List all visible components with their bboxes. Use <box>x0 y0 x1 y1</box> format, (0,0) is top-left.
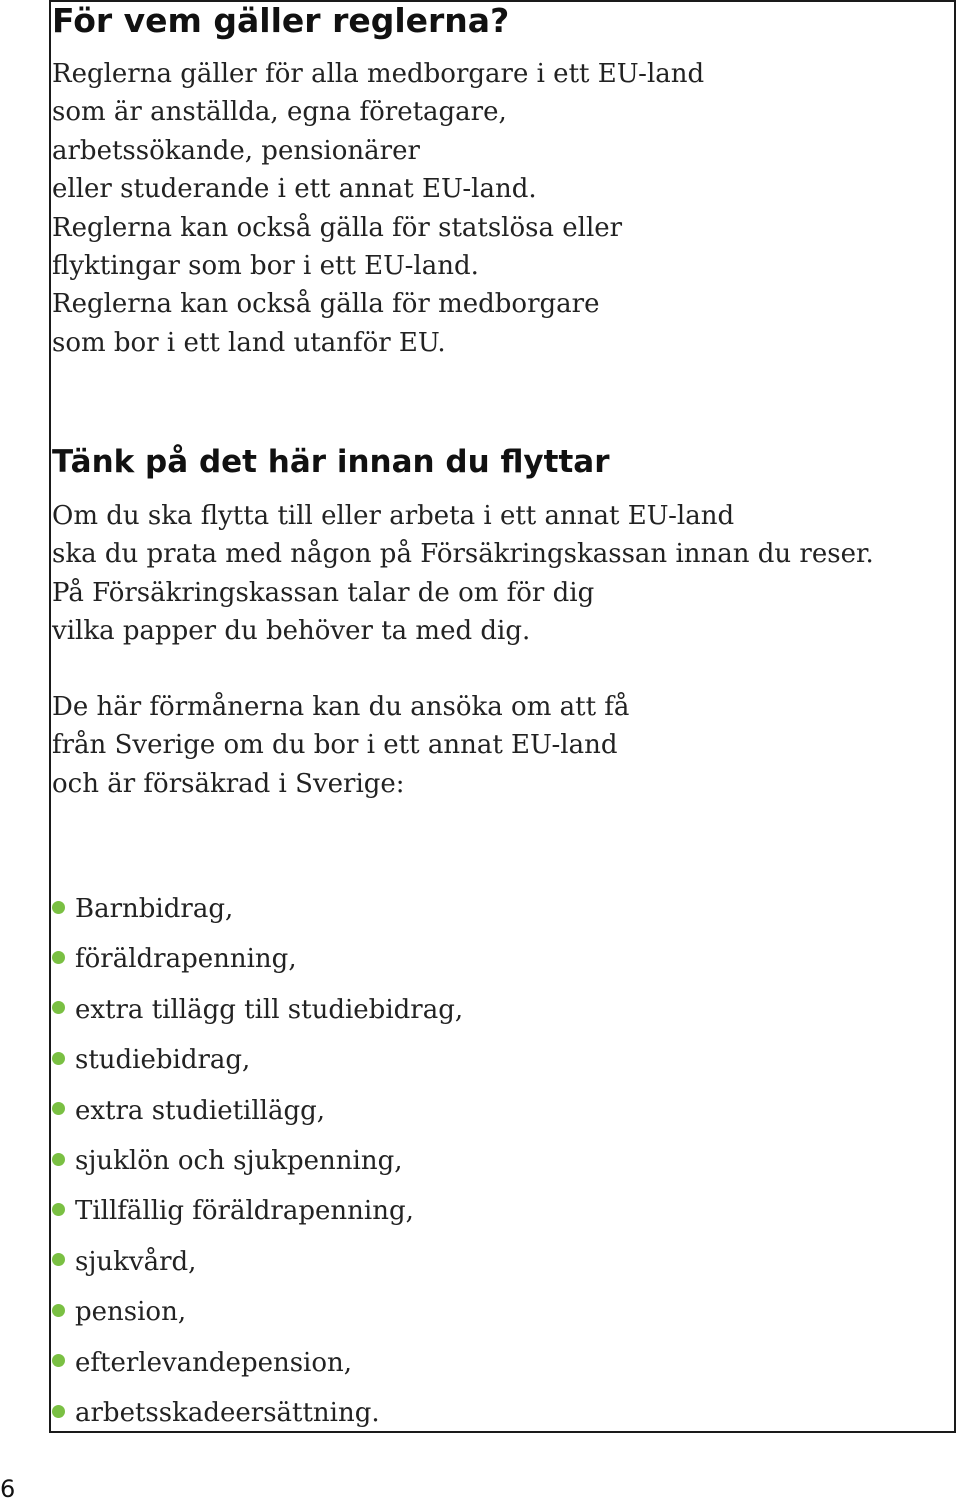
benefits-intro-paragraph <box>52 688 629 803</box>
list-item <box>52 934 463 984</box>
bullet-icon <box>52 1001 65 1014</box>
bullet-icon <box>52 1304 65 1317</box>
rules-paragraph <box>52 55 704 362</box>
paragraph-line: och är försäkrad i Sverige: <box>52 768 405 799</box>
bullet-icon <box>52 901 65 914</box>
list-item <box>52 884 463 934</box>
list-item <box>52 1338 463 1388</box>
paragraph-line: arbetssökande, pensionärer <box>52 135 420 166</box>
paragraph-line: På Försäkringskassan talar de om för dig <box>52 577 595 608</box>
benefit-label: sjukvård, <box>75 1246 197 1277</box>
paragraph-line: eller studerande i ett annat EU-land. <box>52 174 537 205</box>
paragraph-line: Reglerna kan också gälla för statslösa eller <box>52 212 623 243</box>
list-item <box>52 1086 463 1136</box>
bullet-icon <box>52 951 65 964</box>
list-item <box>52 1035 463 1085</box>
bullet-icon <box>52 1253 65 1266</box>
benefit-label: studiebidrag, <box>75 1045 251 1076</box>
list-item <box>52 1136 463 1186</box>
bullet-icon <box>52 1153 65 1166</box>
paragraph-line: vilka papper du behöver ta med dig. <box>52 616 531 647</box>
paragraph-line: från Sverige om du bor i ett annat EU-land <box>52 730 618 761</box>
paragraph-line: som bor i ett land utanför EU. <box>52 327 446 358</box>
section-heading-who: För vem gäller reglerna? <box>52 1 510 40</box>
benefit-label: extra studietillägg, <box>75 1095 326 1126</box>
section-heading-before-moving: Tänk på det här innan du flyttar <box>52 444 610 480</box>
benefit-label: Barnbidrag, <box>75 894 234 924</box>
page-number: 6 <box>0 1475 16 1503</box>
bullet-icon <box>52 1203 65 1216</box>
paragraph-line: Om du ska flytta till eller arbeta i ett annat EU-land <box>52 501 735 531</box>
moving-advice-paragraph <box>52 497 874 651</box>
paragraph-line: Reglerna gäller för alla medborgare i ett EU-land <box>52 59 705 89</box>
paragraph-line: Reglerna kan också gälla för medborgare <box>52 289 600 320</box>
paragraph-line: flyktingar som bor i ett EU-land. <box>52 251 479 282</box>
list-item <box>52 985 463 1035</box>
benefit-label: föräldrapenning, <box>75 944 297 975</box>
benefits-list <box>52 884 463 1438</box>
paragraph-line: De här förmånerna kan du ansöka om att få <box>52 692 630 722</box>
paragraph-line: ska du prata med någon på Försäkringskassan innan du reser. <box>52 539 874 570</box>
list-item <box>52 1237 463 1287</box>
bullet-icon <box>52 1354 65 1367</box>
benefit-label: Tillfällig föräldrapenning, <box>75 1196 414 1227</box>
bullet-icon <box>52 1405 65 1418</box>
benefit-label: arbetsskadeersättning. <box>75 1397 380 1428</box>
list-item <box>52 1287 463 1337</box>
bullet-icon <box>52 1102 65 1115</box>
benefit-label: efterlevandepension, <box>75 1347 353 1378</box>
bullet-icon <box>52 1052 65 1065</box>
paragraph-line: som är anställda, egna företagare, <box>52 97 507 128</box>
benefit-label: sjuklön och sjukpenning, <box>75 1145 403 1176</box>
benefit-label: extra tillägg till studiebidrag, <box>75 994 464 1025</box>
list-item <box>52 1186 463 1236</box>
benefit-label: pension, <box>75 1297 187 1328</box>
list-item <box>52 1388 463 1438</box>
